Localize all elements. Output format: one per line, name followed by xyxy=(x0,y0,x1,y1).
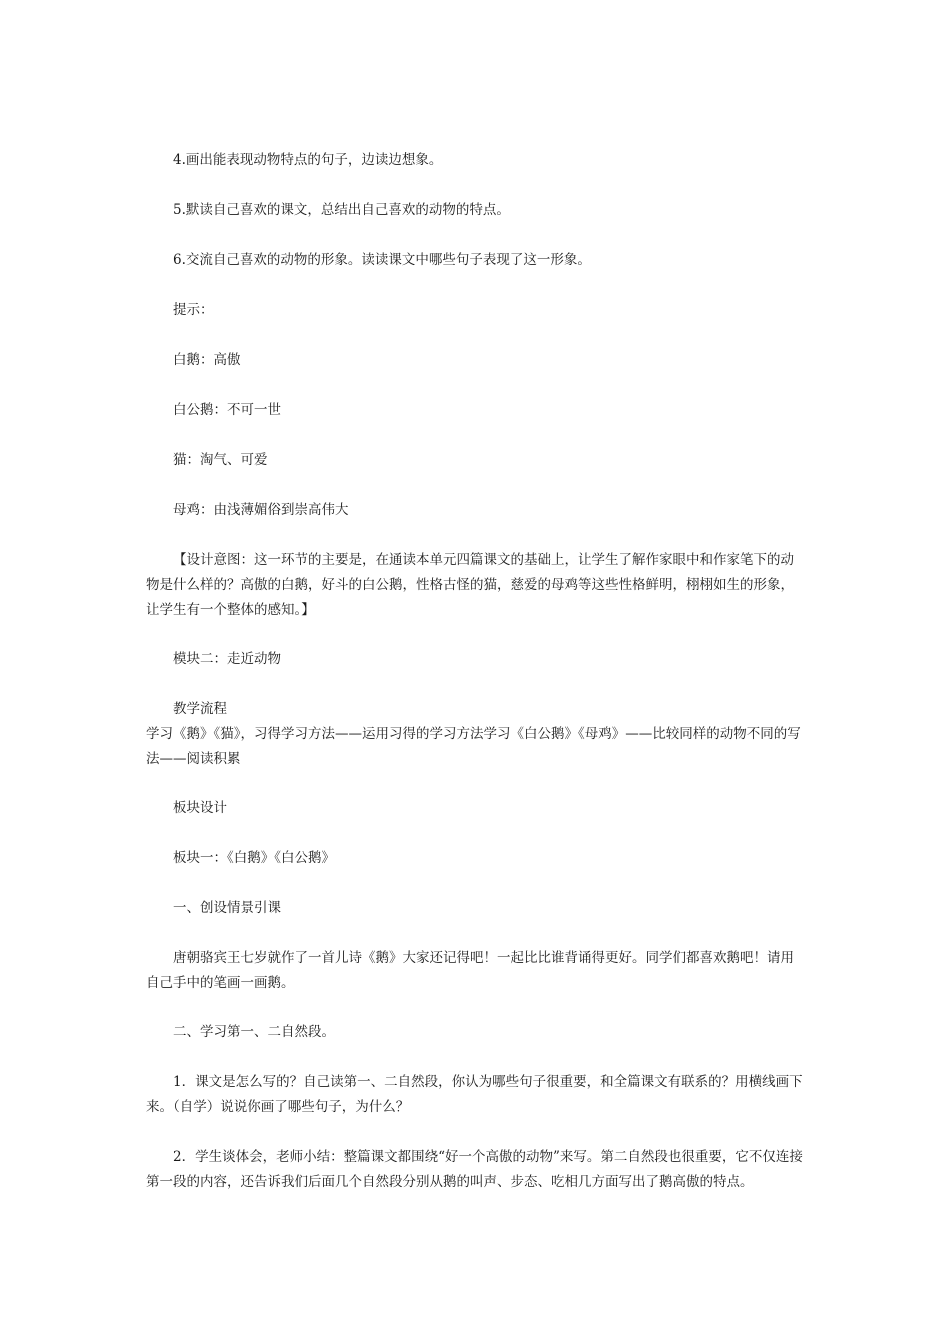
paragraph-teaching-flow-title: 教学流程 xyxy=(173,701,227,717)
paragraph-section-two: 二、学习第一、二自然段。 xyxy=(173,1024,335,1040)
paragraph-teaching-flow: 学习《鹅》《猫》，习得学习方法——运用习得的学习方法学习《白公鹅》《母鸡》——比较同样的动物不同的写法——阅读积累 xyxy=(146,726,801,767)
paragraph-step-5: 5.默读自己喜欢的课文，总结出自己喜欢的动物的特点。 xyxy=(173,202,510,218)
paragraph-hint-gander: 白公鹅：不可一世 xyxy=(173,402,281,418)
paragraph-hint-goose: 白鹅：高傲 xyxy=(173,352,241,368)
paragraph-module-two: 模块二：走近动物 xyxy=(173,651,281,667)
paragraph-hint-cat: 猫：淘气、可爱 xyxy=(173,452,268,468)
paragraph-block-one: 板块一：《白鹅》《白公鹅》 xyxy=(173,850,335,866)
paragraph-intro-poem: 唐朝骆宾王七岁就作了一首儿诗《鹅》大家还记得吧！一起比比谁背诵得更好。同学们都喜欢鹅吧！请用自己手中的笔画一画鹅。 xyxy=(146,950,794,991)
paragraph-section-one: 一、创设情景引课 xyxy=(173,900,281,916)
paragraph-design-intent: 【设计意图：这一环节的主要是，在通读本单元四篇课文的基础上，让学生了解作家眼中和作家笔下的动物是什么样的？高傲的白鹅，好斗的白公鹅，性格古怪的猫，慈爱的母鸡等这些性格鲜明，栩栩如生的形象，让学生有一个整体的感知。】 xyxy=(146,552,794,618)
paragraph-item-2: 2．学生谈体会，老师小结：整篇课文都围绕“好一个高傲的动物”来写。第二自然段也很重要，它不仅连接第一段的内容，还告诉我们后面几个自然段分别从鹅的叫声、步态、吃相几方面写出了鹅高傲的特点。 xyxy=(146,1149,803,1190)
paragraph-block-design: 板块设计 xyxy=(173,800,227,816)
paragraph-step-4: 4.画出能表现动物特点的句子，边读边想象。 xyxy=(173,152,443,168)
paragraph-step-6: 6.交流自己喜欢的动物的形象。读读课文中哪些句子表现了这一形象。 xyxy=(173,252,591,268)
paragraph-hint-label: 提示： xyxy=(173,302,214,318)
paragraph-hint-hen: 母鸡：由浅薄媚俗到崇高伟大 xyxy=(173,502,349,518)
paragraph-item-1: 1．课文是怎么写的？自己读第一、二自然段，你认为哪些句子很重要，和全篇课文有联系的？用横线画下来。（自学）说说你画了哪些句子，为什么？ xyxy=(146,1074,803,1115)
